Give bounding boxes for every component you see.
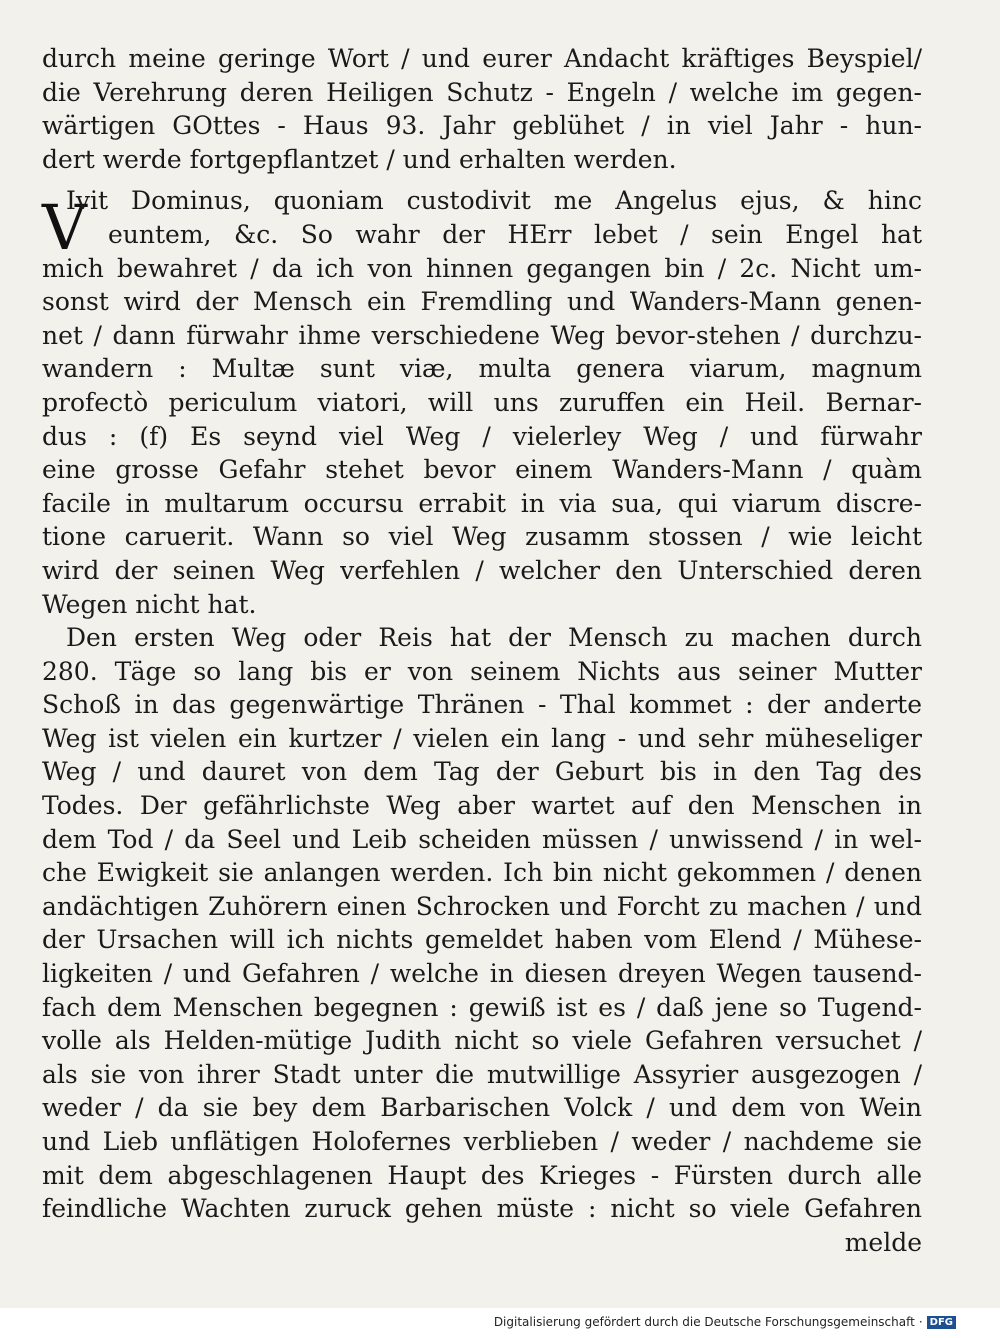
text-line: fach dem Menschen begegnen : gewiß ist es / daß jene so Tugend- bbox=[42, 992, 922, 1022]
text-line: feindliche Wachten zuruck gehen müste : nicht so viele Gefahren bbox=[42, 1194, 922, 1224]
text-line: wärtigen GOttes - Haus 93. Jahr geblühet / in viel Jahr - hun- bbox=[42, 111, 922, 141]
text-line: volle als Helden-mütige Judith nicht so viele Gefahren versuchet / bbox=[42, 1026, 922, 1056]
drop-cap: V bbox=[42, 191, 87, 264]
text-line: andächtigen Zuhörern einen Schrocken und Forcht zu machen / und bbox=[42, 891, 922, 921]
text-line: Schoß in das gegenwärtige Thränen - Thal kommet : der anderte bbox=[42, 690, 922, 720]
text-line: mit dem abgeschlagenen Haupt des Krieges - Fürsten durch alle bbox=[42, 1160, 922, 1190]
text-line: die Verehrung deren Heiligen Schutz - Engeln / welche im gegen- bbox=[42, 77, 922, 107]
text-line: euntem, &c. So wahr der HErr lebet / sein Engel hat bbox=[108, 219, 922, 249]
text-line: Weg ist vielen ein kurtzer / vielen ein lang - und sehr müheseliger bbox=[42, 723, 922, 753]
text-line: dem Tod / da Seel und Leib scheiden müssen / unwissend / in wel- bbox=[42, 824, 922, 854]
text-line: facile in multarum occursu errabit in via sua, qui viarum discre- bbox=[42, 488, 922, 518]
text-line: Weg / und dauret von dem Tag der Geburt bis in den Tag des bbox=[42, 757, 922, 787]
text-line: als sie von ihrer Stadt unter die mutwillige Assyrier ausgezogen / bbox=[42, 1059, 922, 1089]
text-line: profectò periculum viatori, will uns zuruffen ein Heil. Bernar- bbox=[42, 387, 922, 417]
footer-text: Digitalisierung gefördert durch die Deutsche Forschungsgemeinschaft bbox=[493, 1315, 915, 1329]
text-line: 280. Täge so lang bis er von seinem Nichts aus seiner Mutter bbox=[42, 656, 922, 686]
text-line: ligkeiten / und Gefahren / welche in diesen dreyen Wegen tausend- bbox=[42, 959, 922, 989]
text-line: und Lieb unflätigen Holofernes verblieben / weder / nachdeme sie bbox=[42, 1127, 922, 1156]
text-line: der Ursachen will ich nichts gemeldet haben vom Elend / Mühese- bbox=[42, 925, 922, 955]
text-line: Wegen nicht hat. bbox=[42, 589, 257, 619]
text-line: Todes. Der gefährlichste Weg aber wartet auf den Menschen in bbox=[42, 791, 922, 821]
text-line: durch meine geringe Wort / und eurer Andacht kräftiges Beyspiel/ bbox=[42, 44, 922, 73]
text-line: eine grosse Gefahr stehet bevor einem Wanders-Mann / quàm bbox=[42, 455, 922, 485]
text-line: wird der seinen Weg verfehlen / welcher den Unterschied deren bbox=[42, 555, 922, 585]
footer-separator: · bbox=[918, 1315, 923, 1329]
text-line: Ivit Dominus, quoniam custodivit me Angelus ejus, & hinc bbox=[66, 186, 922, 216]
text-line: Den ersten Weg oder Reis hat der Mensch zu machen durch bbox=[66, 623, 922, 653]
text-line: tione caruerit. Wann so viel Weg zusamm stossen / wie leicht bbox=[42, 522, 922, 552]
dfg-logo-icon: DFG bbox=[927, 1316, 956, 1329]
text-line: mich bewahret / da ich von hinnen gegangen bin / 2c. Nicht um- bbox=[42, 253, 922, 283]
text-line: dus : (f) Es seynd viel Weg / vielerley Weg / und fürwahr bbox=[42, 421, 922, 451]
text-line: dert werde fortgepflantzet / und erhalten werden. bbox=[42, 144, 677, 174]
text-line: sonst wird der Mensch ein Fremdling und Wanders-Mann genen- bbox=[42, 287, 922, 317]
text-line: net / dann fürwahr ihme verschiedene Weg bevor-stehen / durchzu- bbox=[42, 320, 922, 350]
text-line: weder / da sie bey dem Barbarischen Volck / und dem von Wein bbox=[42, 1093, 922, 1123]
text-line: che Ewigkeit sie anlangen werden. Ich bin nicht gekommen / denen bbox=[42, 858, 922, 888]
digitization-footer bbox=[494, 1312, 956, 1332]
page-text bbox=[42, 42, 922, 1259]
text-line: wandern : Multæ sunt viæ, multa genera viarum, magnum bbox=[42, 354, 922, 384]
catchword: melde bbox=[844, 1227, 922, 1257]
